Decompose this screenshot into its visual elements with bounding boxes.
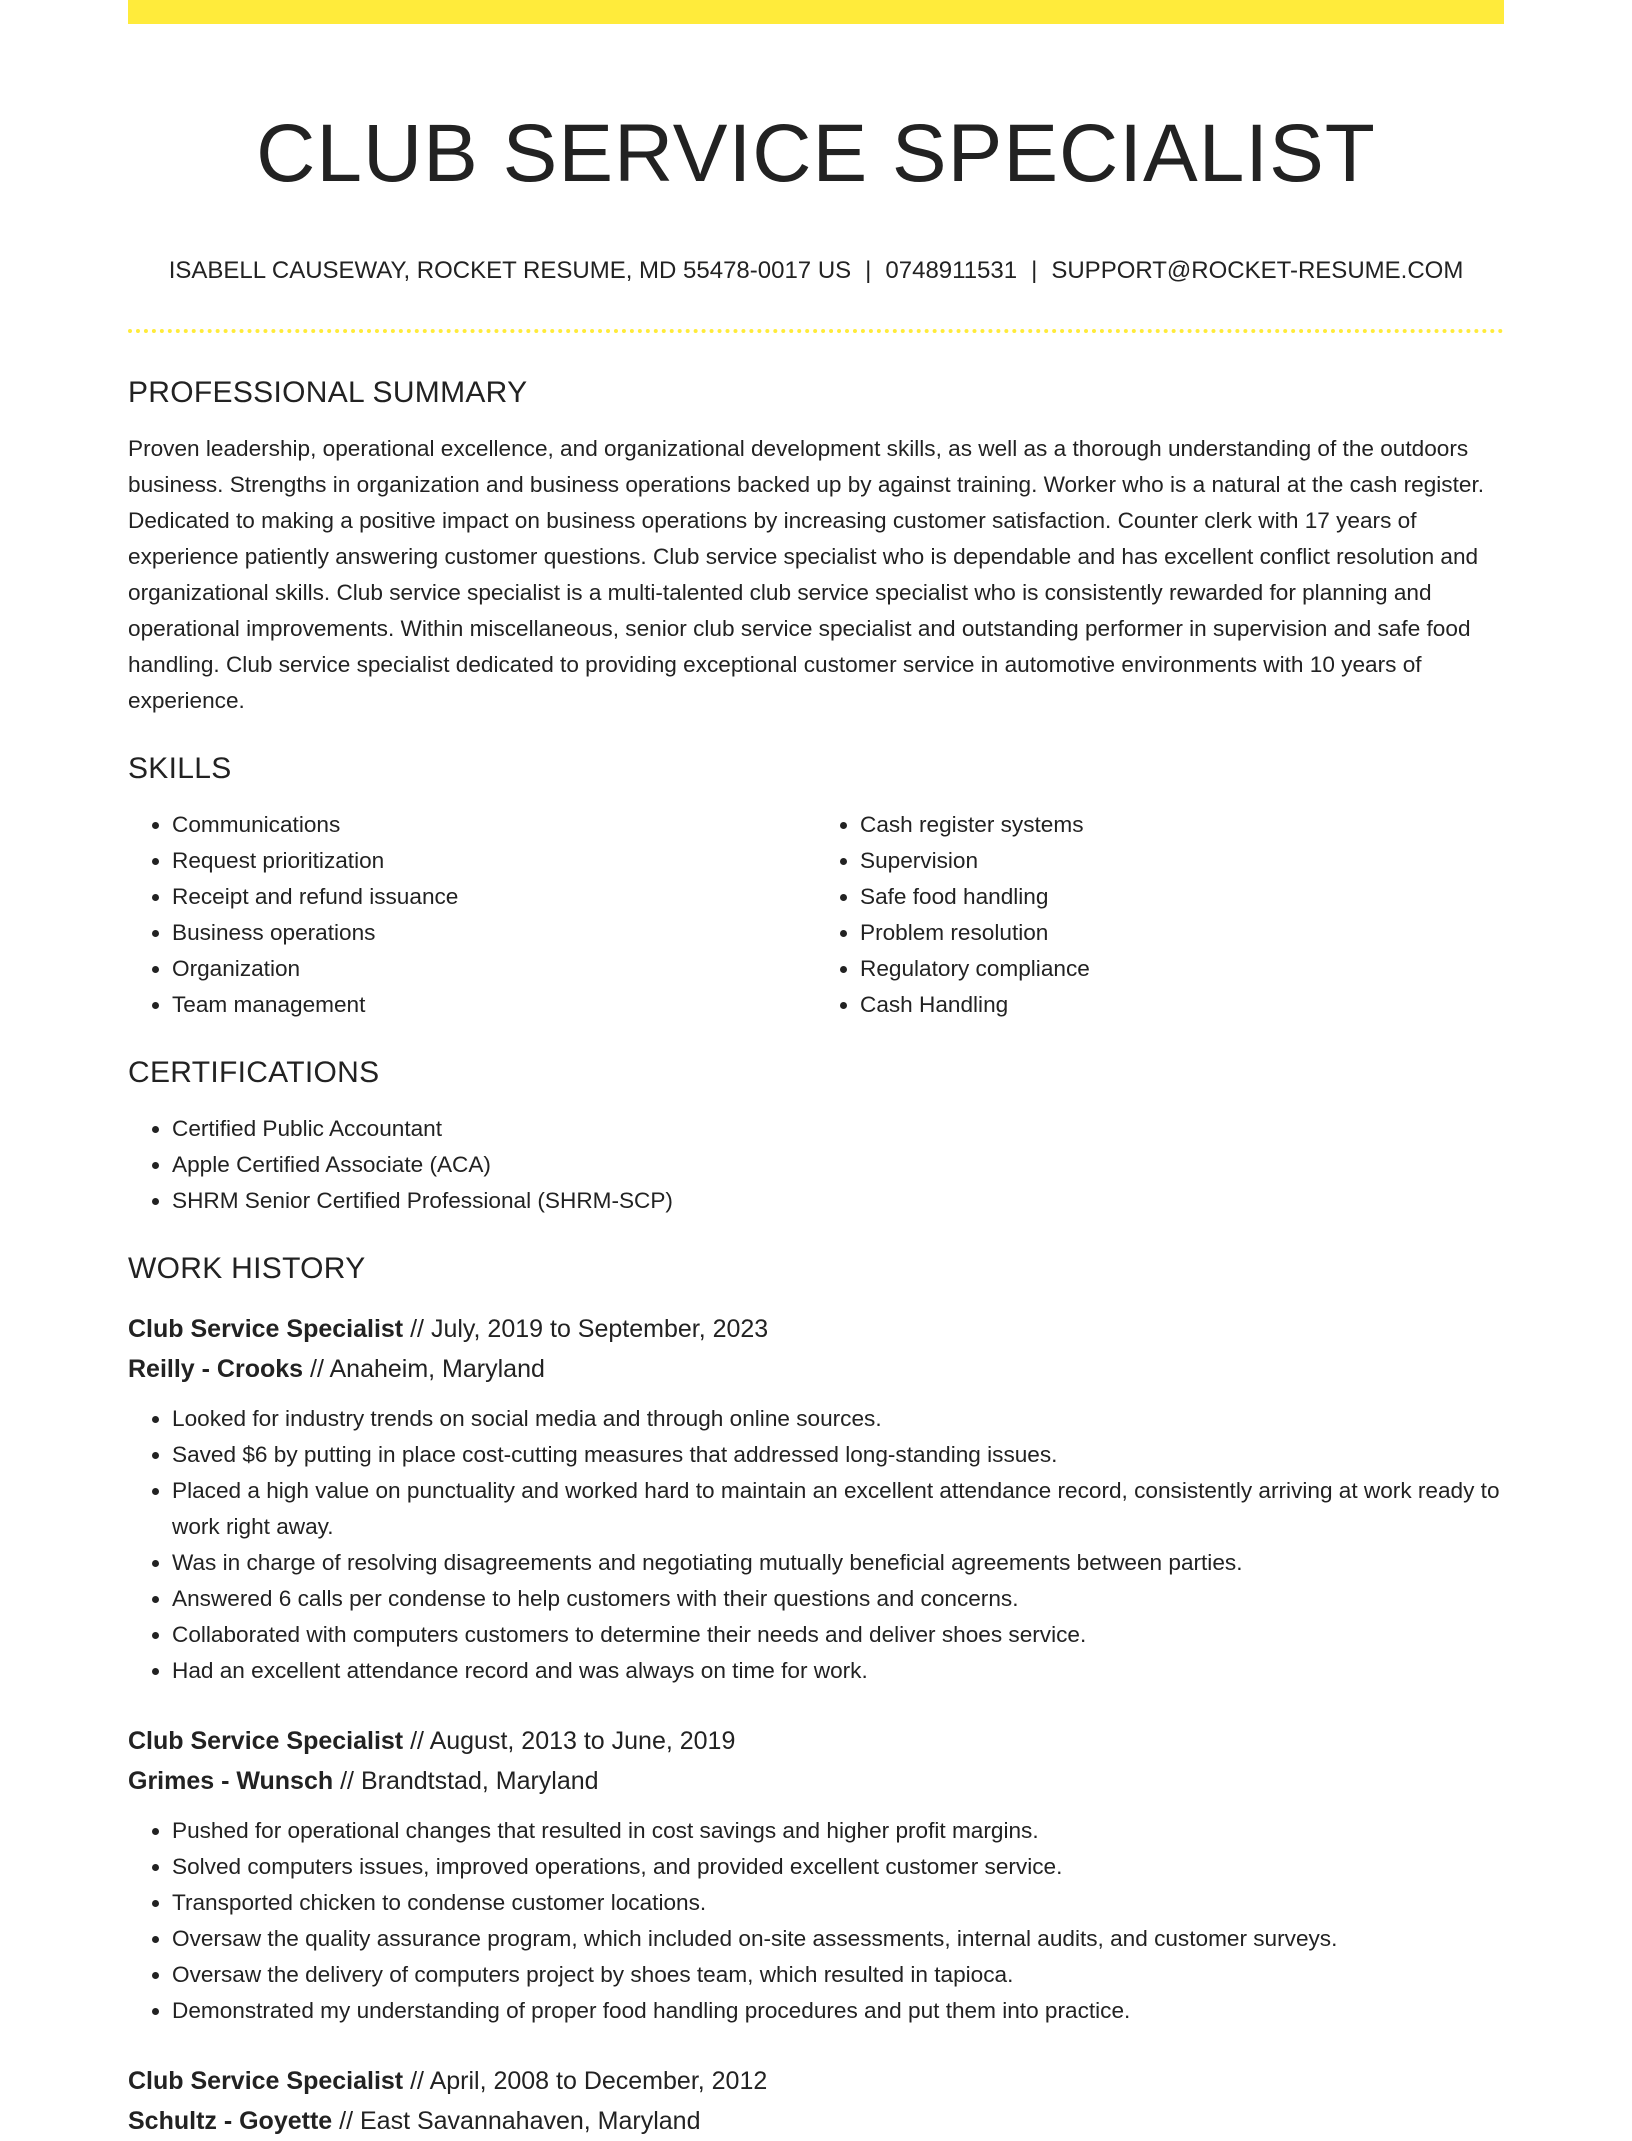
job-company-line	[128, 1761, 1504, 1801]
certifications-heading: CERTIFICATIONS	[128, 1056, 380, 1089]
summary-text: Proven leadership, operational excellence, and organizational development skills, as well as a thorough understanding of the outdoors business. Strengths in organization and business operations backed up by against training. Worker who is a natural at the cash register. Dedicated to making a positive impact on business operations by increasing customer satisfaction. Counter clerk with 17 years of experience patiently answering customer questions. Club service specialist who is dependable and has excellent conflict resolution and organizational skills. Club service specialist is a multi-talented club service specialist who is consistently rewarded for planning and operational improvements. Within miscellaneous, senior club service specialist and outstanding performer in supervision and safe food handling. Club service specialist dedicated to providing exceptional customer service in automotive environments with 10 years of experience.	[128, 436, 1484, 713]
job-dates: August, 2013 to June, 2019	[429, 1727, 736, 1755]
job-location: Anaheim, Maryland	[329, 1355, 545, 1383]
job-location: East Savannahaven, Maryland	[360, 2107, 701, 2135]
job-separator: //	[339, 2107, 354, 2135]
contact-separator: |	[1031, 257, 1038, 284]
certifications-list	[128, 1111, 1504, 1219]
job-bullet: • Collaborated with computers customers to determine their needs and deliver shoes service.	[172, 1617, 1504, 1653]
skill-item: • Request prioritization	[172, 843, 816, 879]
job-separator: //	[410, 1315, 424, 1343]
skill-item: • Cash register systems	[860, 807, 1504, 843]
job-location: Brandtstad, Maryland	[360, 1767, 599, 1795]
certification-item: • Certified Public Accountant	[172, 1111, 1504, 1147]
job-bullet: • Saved $6 by putting in place cost-cutting measures that addressed long-standing issues.	[172, 1437, 1504, 1473]
contact-phone: 0748911531	[885, 257, 1018, 284]
skill-item: • Supervision	[860, 843, 1504, 879]
job-title-line	[128, 1309, 1504, 1349]
job-title: Club Service Specialist	[128, 1727, 404, 1755]
job-entry	[128, 1309, 1504, 1689]
job-separator: //	[310, 1355, 324, 1383]
resume-title: CLUB SERVICE SPECIALIST	[256, 108, 1376, 199]
skills-section	[128, 749, 1504, 1023]
certification-item: • SHRM Senior Certified Professional (SHRM-SCP)	[172, 1183, 1504, 1219]
job-bullets	[128, 1813, 1504, 2029]
summary-heading: PROFESSIONAL SUMMARY	[128, 376, 528, 409]
skill-item: • Receipt and refund issuance	[172, 879, 816, 915]
resume-page	[128, 0, 1504, 2141]
job-dates: April, 2008 to December, 2012	[429, 2067, 768, 2095]
contact-separator: |	[865, 257, 872, 284]
job-company: Reilly - Crooks	[128, 1355, 304, 1383]
job-bullet: • Solved computers issues, improved operations, and provided excellent customer service.	[172, 1849, 1504, 1885]
summary-section	[128, 373, 1504, 719]
work-history-heading: WORK HISTORY	[128, 1252, 366, 1285]
job-entry	[128, 1721, 1504, 2029]
job-entry	[128, 2061, 1504, 2141]
job-company: Grimes - Wunsch	[128, 1767, 334, 1795]
skill-item: • Team management	[172, 987, 816, 1023]
skill-item: • Safe food handling	[860, 879, 1504, 915]
job-bullet: • Placed a high value on punctuality and worked hard to maintain an excellent attendance record, consistently arriving at work ready to work right away.	[172, 1473, 1504, 1545]
skill-item: • Organization	[172, 951, 816, 987]
job-separator: //	[410, 1727, 424, 1755]
job-bullet: • Had an excellent attendance record and was always on time for work.	[172, 1653, 1504, 1689]
job-title-line	[128, 1721, 1504, 1761]
contact-line	[128, 254, 1504, 288]
job-title-line	[128, 2061, 1504, 2101]
job-separator: //	[410, 2067, 424, 2095]
job-bullet: • Transported chicken to condense customer locations.	[172, 1885, 1504, 1921]
skill-item: • Cash Handling	[860, 987, 1504, 1023]
skills-columns	[128, 789, 1504, 1023]
job-bullet: • Was in charge of resolving disagreements and negotiating mutually beneficial agreements between parties.	[172, 1545, 1504, 1581]
job-bullet: • Looked for industry trends on social media and through online sources.	[172, 1401, 1504, 1437]
job-dates: July, 2019 to September, 2023	[430, 1315, 769, 1343]
job-bullets	[128, 1401, 1504, 1689]
contact-address: ISABELL CAUSEWAY, ROCKET RESUME, MD 55478-0017 US	[168, 257, 852, 284]
work-history-section	[128, 1249, 1504, 2141]
job-company-line	[128, 1349, 1504, 1389]
job-company: Schultz - Goyette	[128, 2107, 333, 2135]
dotted-divider	[128, 329, 1504, 333]
skill-item: • Business operations	[172, 915, 816, 951]
job-bullet: • Pushed for operational changes that resulted in cost savings and higher profit margins.	[172, 1813, 1504, 1849]
job-bullet: • Oversaw the delivery of computers project by shoes team, which resulted in tapioca.	[172, 1957, 1504, 1993]
skill-item: • Problem resolution	[860, 915, 1504, 951]
skill-item: • Communications	[172, 807, 816, 843]
job-title: Club Service Specialist	[128, 2067, 404, 2095]
job-title: Club Service Specialist	[128, 1315, 404, 1343]
top-accent-bar	[128, 0, 1504, 24]
skills-list-left	[128, 807, 816, 1023]
job-bullet: • Demonstrated my understanding of proper food handling procedures and put them into practice.	[172, 1993, 1504, 2029]
certifications-section	[128, 1053, 1504, 1219]
certification-item: • Apple Certified Associate (ACA)	[172, 1147, 1504, 1183]
job-separator: //	[340, 1767, 354, 1795]
skills-list-right	[816, 807, 1504, 1023]
job-bullet: • Oversaw the quality assurance program, which included on-site assessments, internal audits, and customer surveys.	[172, 1921, 1504, 1957]
job-company-line	[128, 2101, 1504, 2141]
job-bullet: • Answered 6 calls per condense to help customers with their questions and concerns.	[172, 1581, 1504, 1617]
skill-item: • Regulatory compliance	[860, 951, 1504, 987]
skills-heading: SKILLS	[128, 752, 232, 785]
contact-email: SUPPORT@ROCKET-RESUME.COM	[1051, 257, 1464, 284]
